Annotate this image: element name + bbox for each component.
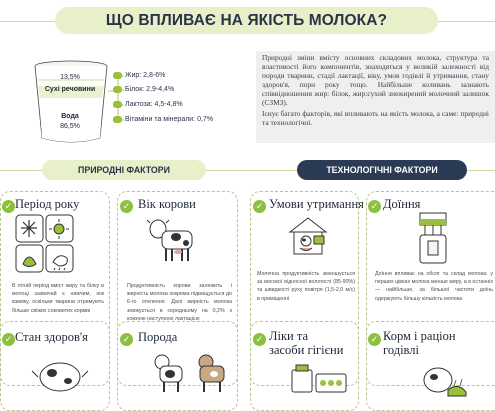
section-natural-title: ПРИРОДНІ ФАКТОРИ bbox=[78, 165, 170, 175]
page-title: ЩО ВПЛИВАЄ НА ЯКІСТЬ МОЛОКА? bbox=[105, 11, 388, 29]
bullet-icon bbox=[113, 86, 122, 93]
medicine-icon bbox=[290, 364, 350, 396]
card-season-title: Період року bbox=[15, 197, 80, 211]
card-age-title: Вік корови bbox=[138, 197, 196, 211]
header-rule-left bbox=[0, 21, 55, 22]
component-lactose bbox=[113, 101, 183, 108]
component-protein-text: Білок: 2,9-4,4% bbox=[125, 86, 175, 93]
component-fat-text: Жир: 2,8-6% bbox=[125, 72, 166, 79]
check-icon: ✓ bbox=[120, 200, 133, 213]
card-season-text: В літній період вміст жиру та білку в молоці зазвичай є нижчим, ніж взимку, оскільки тварини отримують більше свіжих соковитих кормів bbox=[12, 283, 104, 314]
check-icon: ✓ bbox=[368, 333, 381, 346]
component-lactose-text: Лактоза: 4,5-4,8% bbox=[125, 101, 183, 108]
dry-matter-label: Сухі речовини bbox=[44, 86, 96, 93]
dry-matter-percent: 13,5% bbox=[60, 74, 80, 81]
component-fat bbox=[113, 72, 165, 79]
header-rule-right bbox=[438, 21, 495, 22]
bullet-icon bbox=[113, 72, 122, 79]
card-medicine-title-2: засоби гігієни bbox=[269, 343, 344, 357]
barn-cow-icon bbox=[286, 214, 330, 262]
card-housing-text: Молочна продуктивність зменшується за високої відносної вологості (85-90%) та швидкості руху повітря (1,5-2,0 м/с) в приміщенні bbox=[257, 271, 355, 302]
sick-cow-icon bbox=[30, 355, 90, 400]
intro-textbox bbox=[256, 51, 495, 143]
check-icon: ✓ bbox=[2, 333, 15, 346]
cow-breeds-icon bbox=[150, 352, 232, 396]
card-breed-title: Порода bbox=[138, 330, 178, 344]
check-icon: ✓ bbox=[2, 200, 15, 213]
card-feed-title-2: годівлі bbox=[383, 343, 419, 357]
intro-paragraph-1: Природні зміни вмісту основних складових молока, структура та властивості його компонентів, знаходяться у великій залежності від породи тварини, стадії лактації, віку, умов годівлі й утримання, стану здоров'я, пори року тощо. Найбільше коливань зазнають співвідношення жир: білок, жир:сухий знежирений молочний залишок (СЗМЗ). bbox=[262, 53, 489, 108]
card-health-title: Стан здоров'я bbox=[15, 330, 88, 344]
check-icon: ✓ bbox=[253, 200, 266, 213]
check-icon: ✓ bbox=[368, 200, 381, 213]
milking-machine-icon bbox=[414, 211, 452, 266]
card-milking-text: Доїння впливає на обсяг та склад молока: у перших цівках молока менше жиру, а в останніх — найбільше, за більшої частоти доїнь одержують більшу кількість молока bbox=[375, 271, 493, 302]
section-tech-factors bbox=[297, 160, 467, 180]
water-percent: 86,5% bbox=[60, 123, 80, 130]
bullet-icon bbox=[113, 101, 122, 108]
card-feed-title-1: Корм і раціон bbox=[383, 329, 456, 343]
card-milking-title: Доїння bbox=[383, 197, 421, 211]
card-housing-title: Умови утримання bbox=[269, 197, 364, 211]
section-natural-factors bbox=[42, 160, 206, 180]
cow-icon bbox=[146, 217, 198, 265]
check-icon: ✓ bbox=[253, 333, 266, 346]
check-icon: ✓ bbox=[120, 333, 133, 346]
section-rule-left bbox=[0, 170, 42, 171]
intro-paragraph-2: Існує багато факторів, які впливають на якість молока, а саме: природні та технологічні. bbox=[262, 109, 489, 128]
section-rule-middle bbox=[206, 170, 297, 171]
page-title-bar bbox=[55, 7, 438, 34]
component-vitamins-text: Вітаміни та мінерали: 0,7% bbox=[125, 116, 214, 123]
seasons-icon bbox=[15, 214, 75, 274]
section-tech-title: ТЕХНОЛОГІЧНІ ФАКТОРИ bbox=[326, 165, 438, 175]
card-medicine-title-1: Ліки та bbox=[269, 329, 309, 343]
section-rule-right bbox=[467, 170, 495, 171]
water-label: Вода bbox=[61, 113, 79, 120]
card-age-text: Продуктивність корови залежить і жирність молока зокрема підвищується до 6-го отелення. Далі жирність молока знижується в середньому на 0,2% з кожною наступною лактацією bbox=[127, 283, 232, 322]
bullet-icon bbox=[113, 116, 122, 123]
component-vitamins bbox=[113, 116, 213, 123]
component-protein bbox=[113, 86, 174, 93]
feeding-cow-icon bbox=[418, 362, 470, 398]
